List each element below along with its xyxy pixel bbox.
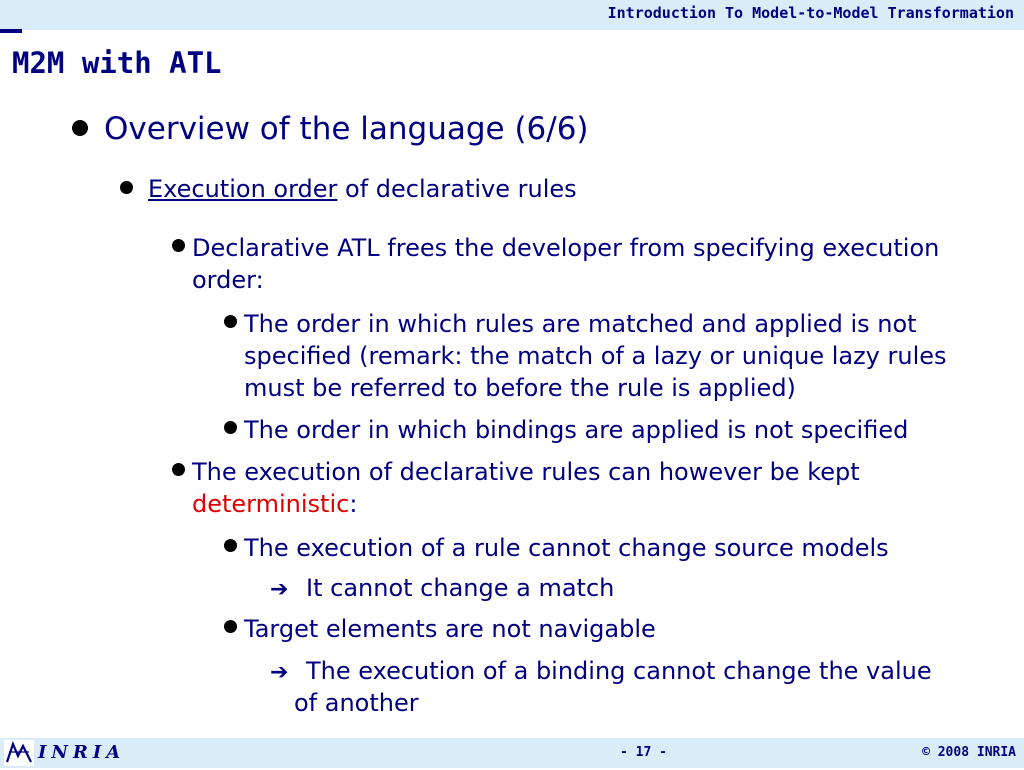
presentation-title: Introduction To Model-to-Model Transformation xyxy=(607,4,1014,22)
bullet-dot-icon xyxy=(172,463,185,476)
corner-mark xyxy=(0,29,22,33)
point1-sub1-text: The order in which rules are matched and applied is not specified (remark: the match of a lazy or unique lazy rules must be referred to before the rule is applied) xyxy=(244,310,947,402)
page-number: - 17 - xyxy=(620,745,667,760)
point2-sub1-arrow-text: It cannot change a match xyxy=(306,574,615,602)
point2-sub1-text: The execution of a rule cannot change source models xyxy=(244,534,889,562)
point2-text-before: The execution of declarative rules can however be kept xyxy=(192,458,860,486)
bullet-level2-rest: of declarative rules xyxy=(337,175,577,203)
bullet-dot-icon xyxy=(120,181,133,194)
bullet-level1-text: Overview of the language (6/6) xyxy=(104,111,589,147)
bullet-dot-icon xyxy=(224,539,237,552)
arrow-right-icon: ➔ xyxy=(270,577,289,602)
bullet-dot-icon xyxy=(224,620,237,633)
point2-text-after: : xyxy=(349,490,358,518)
slide-title: M2M with ATL xyxy=(12,46,222,80)
logo-text: INRIA xyxy=(38,742,126,763)
point2-sub2-text: Target elements are not navigable xyxy=(244,615,656,643)
bullet-dot-icon xyxy=(224,421,237,434)
inria-logo xyxy=(4,740,134,766)
arrow-right-icon: ➔ xyxy=(270,660,289,685)
point1-text: Declarative ATL frees the developer from specifying execution order: xyxy=(192,234,940,294)
deterministic-highlight: deterministic xyxy=(192,490,350,518)
point2-sub2-arrow-line1: The execution of a binding cannot change the value xyxy=(306,657,932,685)
point2-text xyxy=(192,456,952,520)
point1-sub2-text: The order in which bindings are applied is not specified xyxy=(244,416,909,444)
bullet-dot-icon xyxy=(224,315,237,328)
bullet-dot-icon xyxy=(72,120,88,136)
bullet-level2-text xyxy=(148,174,577,204)
execution-order-term: Execution order xyxy=(148,175,338,203)
inria-emblem-icon xyxy=(4,740,34,766)
footer-bar xyxy=(0,738,1024,768)
point2-sub2-arrow-line2: of another xyxy=(294,689,419,717)
copyright: © 2008 INRIA xyxy=(922,745,1016,760)
bullet-dot-icon xyxy=(172,239,185,252)
